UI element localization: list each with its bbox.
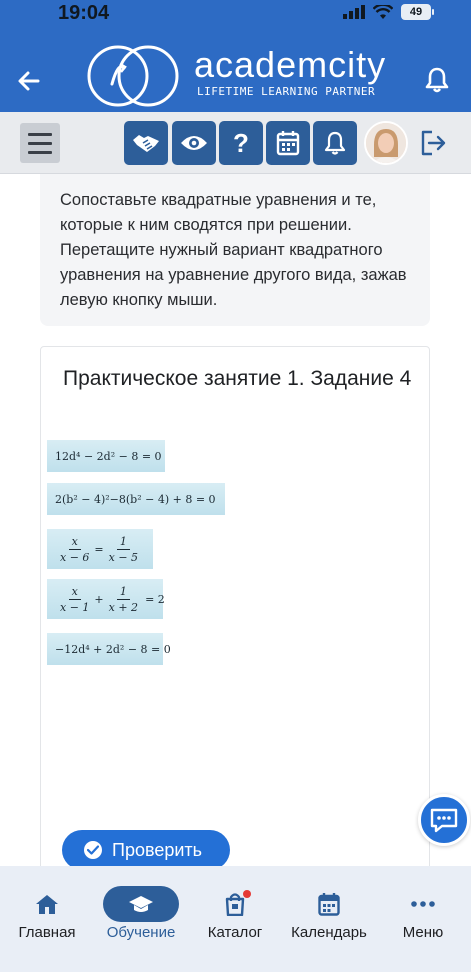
catalog-icon-wrap [223, 892, 247, 916]
fraction-numerator: 1 [117, 585, 130, 600]
check-answer-label: Проверить [112, 839, 203, 860]
equation-rhs: = 2 [145, 592, 165, 606]
fraction-denominator: x − 6 [60, 550, 90, 564]
logout-icon[interactable] [418, 128, 448, 158]
equation-text: −12d⁴ + 2d² − 8 = 0 [55, 642, 171, 656]
notifications-button[interactable] [313, 121, 357, 165]
brand-tagline: LIFETIME LEARNING PARTNER [197, 85, 376, 98]
notifications-bell-icon[interactable] [424, 66, 450, 94]
instruction-card [40, 174, 430, 326]
status-time: 19:04 [58, 2, 110, 24]
task-card [40, 346, 430, 886]
question-mark-icon: ? [233, 128, 249, 158]
catalog-notification-dot [243, 890, 251, 898]
nav-label: Обучение [106, 924, 176, 941]
equation-text: 12d⁴ − 2d² − 8 = 0 [55, 449, 162, 463]
checkmark-icon [84, 841, 102, 859]
academcity-logo-icon [82, 44, 192, 108]
equation-tile[interactable] [47, 440, 165, 472]
menu-line [28, 142, 52, 145]
menu-line [28, 133, 52, 136]
fraction [106, 535, 141, 564]
app-header [0, 0, 471, 112]
back-arrow-icon[interactable] [14, 66, 44, 96]
equation-tile[interactable] [47, 633, 171, 665]
calendar-icon [276, 130, 300, 156]
bottom-navigation [0, 866, 471, 972]
nav-icon-wrap [376, 886, 470, 922]
nav-icon-wrap [0, 886, 94, 922]
task-title: Практическое занятие 1. Задание 4 [63, 367, 412, 390]
equation-tile[interactable] [47, 483, 225, 515]
fraction [57, 585, 92, 614]
fraction [106, 585, 141, 614]
nav-active-pill [103, 886, 179, 922]
status-icons [343, 4, 431, 20]
equation-operator: + [94, 592, 104, 606]
user-avatar[interactable] [364, 121, 408, 165]
equation-text: 2(b² − 4)²−8(b² − 4) + 8 = 0 [55, 492, 216, 506]
status-bar [0, 0, 471, 28]
nav-label: Меню [402, 924, 444, 941]
equation-operator: = [94, 542, 104, 556]
battery-indicator: 49 [401, 4, 431, 20]
check-answer-button[interactable] [62, 830, 230, 870]
fraction-denominator: x + 2 [108, 600, 139, 614]
fraction [57, 535, 92, 564]
user-portrait-icon [366, 123, 406, 163]
equation-tile[interactable] [47, 529, 153, 569]
bell-icon [323, 130, 347, 156]
nav-label: Календарь [291, 924, 367, 941]
menu-line [28, 151, 52, 154]
more-dots-icon [411, 901, 435, 907]
course-toolbar [0, 112, 471, 174]
signal-icon [343, 5, 365, 19]
home-icon [35, 893, 59, 915]
fraction-numerator: 1 [117, 535, 130, 550]
fraction-numerator: x [69, 585, 81, 600]
hamburger-menu-button[interactable] [20, 123, 60, 163]
nav-label: Каталог [207, 924, 263, 941]
nav-icon-wrap [94, 886, 188, 922]
nav-icon-wrap [282, 886, 376, 922]
help-button[interactable] [219, 121, 263, 165]
calendar-button[interactable] [266, 121, 310, 165]
instruction-text: Сопоставьте квадратные уравнения и те, которые к ним сводятся при решении. Перетащите нужный вариант квадратного уравнения на уравнение другого вида, зажав левую кнопку мыши. [60, 191, 407, 309]
wifi-icon [373, 5, 393, 20]
handshake-icon [131, 131, 161, 155]
view-button[interactable] [172, 121, 216, 165]
chat-support-button[interactable] [418, 794, 470, 846]
handshake-button[interactable] [124, 121, 168, 165]
fraction-denominator: x − 5 [108, 550, 139, 564]
brand-name: academcity [194, 44, 387, 85]
equation-tile[interactable] [47, 579, 163, 619]
fraction-numerator: x [69, 535, 81, 550]
fraction-denominator: x − 1 [60, 600, 90, 614]
chat-bubble-icon [428, 806, 460, 834]
graduation-cap-icon [128, 894, 154, 914]
nav-icon-wrap [188, 886, 282, 922]
calendar-icon [318, 892, 340, 916]
nav-label: Главная [18, 924, 76, 941]
eye-icon [180, 133, 208, 153]
